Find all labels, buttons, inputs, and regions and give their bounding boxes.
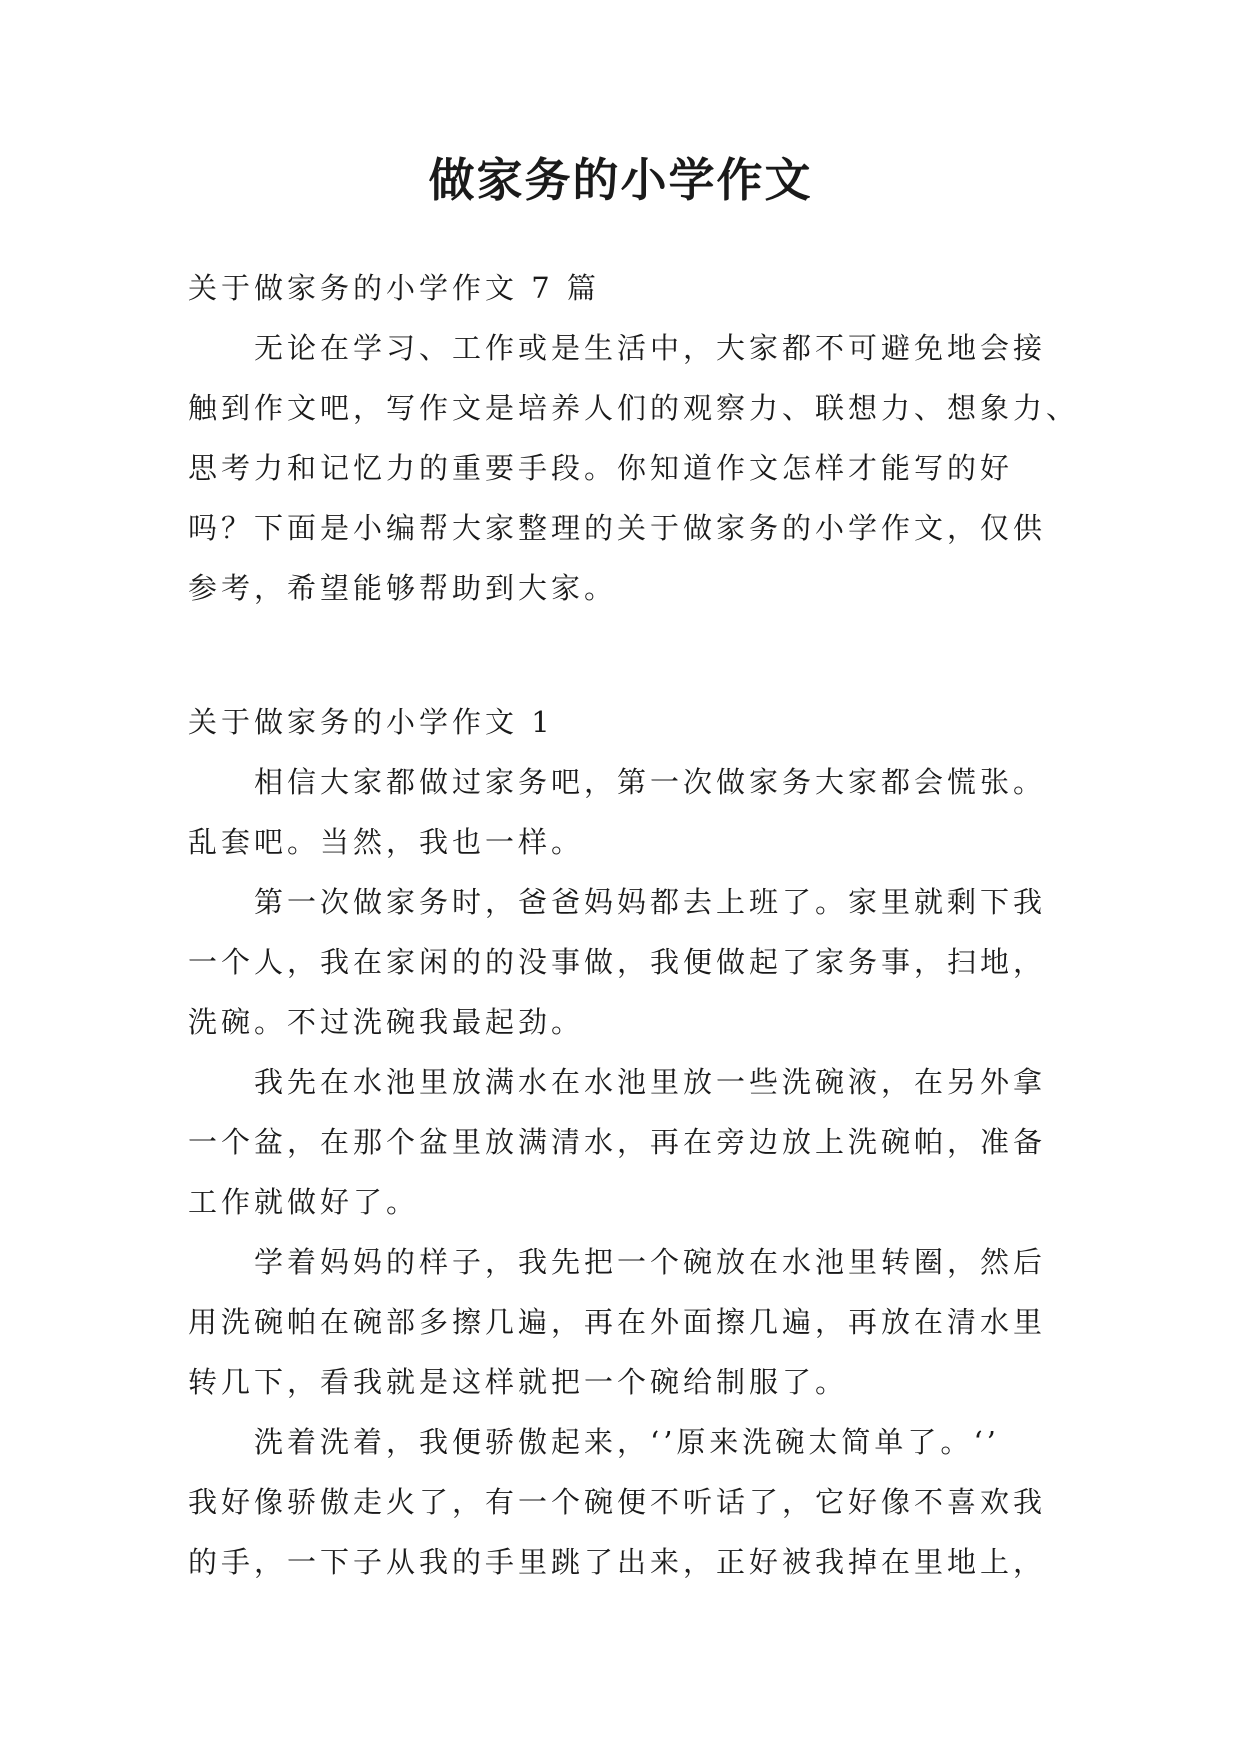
paragraph-line: 思考力和记忆力的重要手段。你知道作文怎样才能写的好 bbox=[188, 451, 1014, 485]
intro-section bbox=[188, 258, 1080, 618]
paragraph-line: 一个盆，在那个盆里放满清水，再在旁边放上洗碗帕，准备 bbox=[188, 1125, 1047, 1159]
paragraph-line: 参考，希望能够帮助到大家。 bbox=[188, 571, 618, 605]
paragraph-line: 我好像骄傲走火了，有一个碗便不听话了，它好像不喜欢我 bbox=[188, 1485, 1047, 1519]
paragraph-line: 相信大家都做过家务吧，第一次做家务大家都会慌张。 bbox=[254, 765, 1047, 799]
paragraph-line: 学着妈妈的样子，我先把一个碗放在水池里转圈，然后 bbox=[254, 1245, 1047, 1279]
paragraph-line: 洗碗。不过洗碗我最起劲。 bbox=[188, 1005, 585, 1039]
paragraph-line: 触到作文吧，写作文是培养人们的观察力、联想力、想象力、 bbox=[188, 391, 1080, 425]
paragraph-line: 吗？下面是小编帮大家整理的关于做家务的小学作文，仅供 bbox=[188, 511, 1047, 545]
paragraph-line: 第一次做家务时，爸爸妈妈都去上班了。家里就剩下我 bbox=[254, 885, 1047, 919]
paragraph-line: 无论在学习、工作或是生活中，大家都不可避免地会接 bbox=[254, 331, 1047, 365]
document-title: 做家务的小学作文 bbox=[428, 153, 813, 207]
intro-heading: 关于做家务的小学作文 7 篇 bbox=[188, 271, 600, 305]
paragraph-line: 一个人，我在家闲的的没事做，我便做起了家务事，扫地， bbox=[188, 945, 1047, 979]
essay-section bbox=[188, 692, 1058, 1592]
paragraph-line: 用洗碗帕在碗部多擦几遍，再在外面擦几遍，再放在清水里 bbox=[188, 1305, 1047, 1339]
paragraph-line: 洗着洗着，我便骄傲起来，‘’原来洗碗太简单了。‘’ bbox=[254, 1425, 1000, 1459]
paragraph-line: 转几下，看我就是这样就把一个碗给制服了。 bbox=[188, 1365, 849, 1399]
paragraph-line: 的手，一下子从我的手里跳了出来，正好被我掉在里地上， bbox=[188, 1545, 1047, 1579]
paragraph-line: 工作就做好了。 bbox=[188, 1185, 420, 1219]
paragraph-line: 我先在水池里放满水在水池里放一些洗碗液，在另外拿 bbox=[254, 1065, 1047, 1099]
essay-heading: 关于做家务的小学作文 1 bbox=[188, 705, 554, 739]
paragraph-line: 乱套吧。当然，我也一样。 bbox=[188, 825, 585, 859]
